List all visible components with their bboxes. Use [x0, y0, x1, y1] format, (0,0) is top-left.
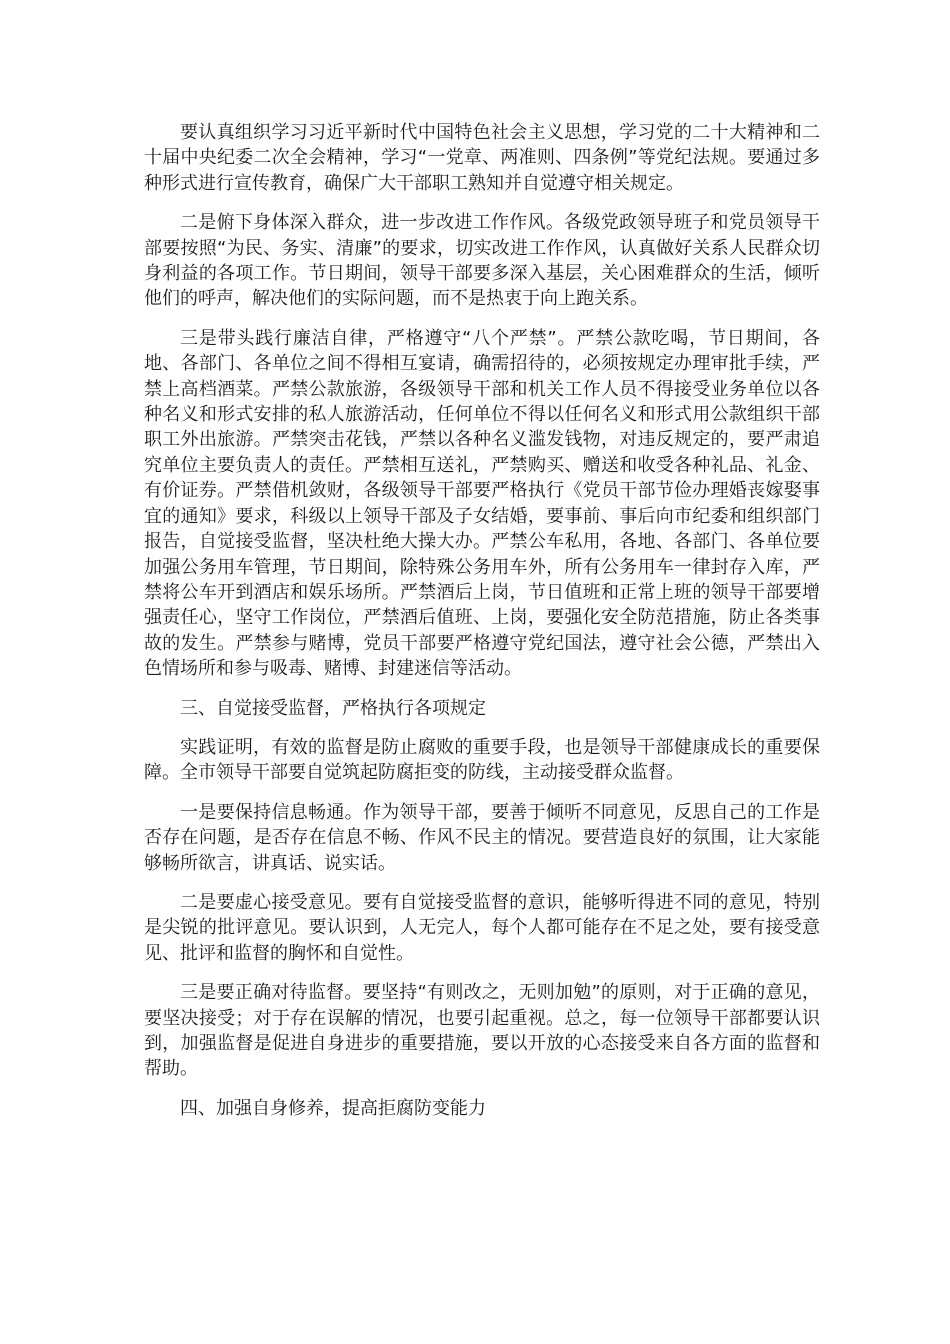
paragraph-supervision-intro: 实践证明，有效的监督是防止腐败的重要手段，也是领导干部健康成长的重要保障。全市领导干部要自觉筑起防腐拒变的防线，主动接受群众监督。 [144, 736, 820, 784]
paragraph-information-flow: 一是要保持信息畅通。作为领导干部，要善于倾听不同意见，反思自己的工作是否存在问题，是否存在信息不畅、作风不民主的情况。要营造良好的氛围，让大家能够畅所欲言，讲真话、说实话。 [144, 801, 820, 874]
section-heading-self-cultivation: 四、加强自身修养，提高拒腐防变能力 [180, 1097, 486, 1119]
paragraph-treat-supervision: 三是要正确对待监督。要坚持“有则改之，无则加勉”的原则，对于正确的意见，要坚决接受；对于存在误解的情况，也要引起重视。总之，每一位领导干部都要认识到，加强监督是促进自身进步的重要措施，要以开放的心态接受来自各方面的监督和帮助。 [144, 982, 820, 1080]
paragraph-work-style: 二是俯下身体深入群众，进一步改进工作作风。各级党政领导班子和党员领导干部要按照“为民、务实、清廉”的要求，切实改进工作作风，认真做好关系人民群众切身利益的各项工作。节日期间，领导干部要多深入基层，关心困难群众的生活，倾听他们的呼声，解决他们的实际问题，而不是热衷于向上跑关系。 [144, 212, 820, 310]
section-heading-supervision: 三、自觉接受监督，严格执行各项规定 [180, 697, 486, 719]
paragraph-accept-opinions: 二是要虚心接受意见。要有自觉接受监督的意识，能够听得进不同的意见，特别是尖锐的批评意见。要认识到，人无完人，每个人都可能存在不足之处，要有接受意见、批评和监督的胸怀和自觉性。 [144, 891, 820, 964]
document-page [144, 120, 820, 1135]
paragraph-eight-prohibitions: 三是带头践行廉洁自律，严格遵守“八个严禁”。严禁公款吃喝，节日期间，各地、各部门、各单位之间不得相互宴请，确需招待的，必须按规定办理审批手续，严禁上高档酒菜。严禁公款旅游，各级领导干部和机关工作人员不得接受业务单位以各种名义和形式安排的私人旅游活动，任何单位不得以任何名义和形式用公款组织干部职工外出旅游。严禁突击花钱，严禁以各种名义滥发钱物，对违反规定的，要严肃追究单位主要负责人的责任。严禁相互送礼，严禁购买、赠送和收受各种礼品、礼金、有价证券。严禁借机敛财，各级领导干部要严格执行《党员干部节俭办理婚丧嫁娶事宜的通知》要求，科级以上领导干部及子女结婚，要事前、事后向市纪委和组织部门报告，自觉接受监督，坚决杜绝大操大办。严禁公车私用，各地、各部门、各单位要加强公务用车管理，节日期间，除特殊公务用车外，所有公务用车一律封存入库，严禁将公车开到酒店和娱乐场所。严禁酒后上岗，节日值班和正常上班的领导干部要增强责任心，坚守工作岗位，严禁酒后值班、上岗，要强化安全防范措施，防止各类事故的发生。严禁参与赌博，党员干部要严格遵守党纪国法，遵守社会公德，严禁出入色情场所和参与吸毒、赌博、封建迷信等活动。 [144, 327, 820, 680]
paragraph-study: 要认真组织学习习近平新时代中国特色社会主义思想，学习党的二十大精神和二十届中央纪委二次全会精神，学习“一党章、两准则、四条例”等党纪法规。要通过多种形式进行宣传教育，确保广大干部职工熟知并自觉遵守相关规定。 [144, 122, 820, 194]
